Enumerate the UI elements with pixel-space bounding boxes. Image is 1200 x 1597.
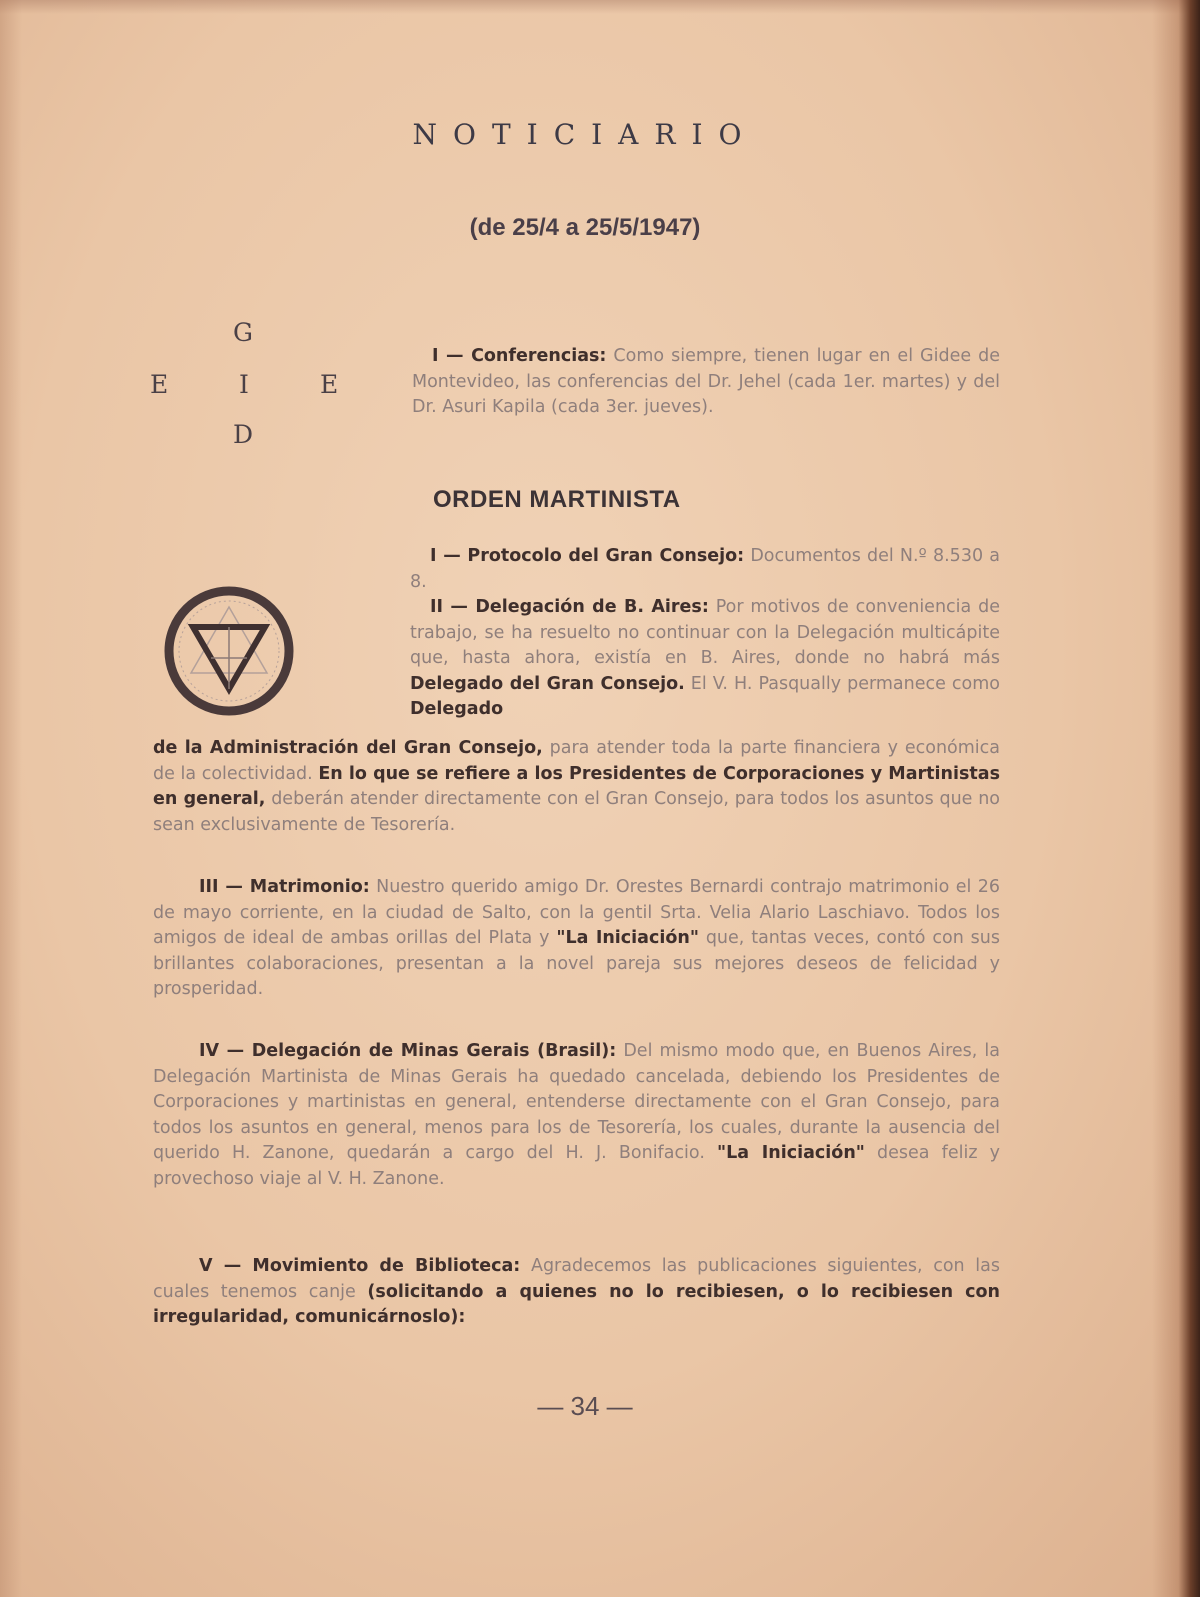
- protocolo-heading: I — Protocolo del Gran Consejo:: [430, 546, 745, 566]
- martinist-emblem-icon: [163, 585, 295, 717]
- page-number: — 34 —: [537, 1391, 633, 1421]
- gied-letter-center: I: [239, 370, 249, 399]
- conferencias-heading: I — Conferencias:: [432, 346, 607, 366]
- gied-conferencias-paragraph: [412, 344, 1000, 421]
- date-range: (de 25/4 a 25/5/1947): [469, 214, 701, 241]
- matrimonio-heading: III — Matrimonio:: [199, 877, 370, 897]
- section-title-orden-martinista: ORDEN MARTINISTA: [433, 486, 681, 513]
- gied-letter-top: G: [233, 318, 253, 347]
- page-title: NOTICIARIO: [412, 118, 758, 151]
- protocolo-text: Documentos del N.º 8.530 a 8.: [410, 546, 1000, 592]
- gied-letter-bottom: D: [233, 420, 254, 449]
- matrimonio-bold: "La Iniciación": [556, 928, 699, 948]
- matrimonio-paragraph: [153, 875, 1000, 1003]
- delegacion-baires-bold-b: Delegado: [410, 699, 504, 719]
- gied-letter-left: E: [150, 370, 169, 399]
- continuation-bold-b: En lo que se refiere a los Presidentes de Corporaciones y Martinistas en general,: [153, 763, 1000, 809]
- continuation-bold-a: de la Administración del Gran Consejo,: [153, 738, 543, 758]
- delegacion-baires-continuation: [153, 736, 1000, 838]
- paper-top-edge: [0, 0, 1200, 14]
- delegacion-baires-text-a: Por motivos de conveniencia de trabajo, se ha resuelto no continuar con la Delegación multicápite que, hasta ahora, existía en B. Aires, donde no habrá más: [410, 597, 1000, 668]
- continuation-text-b: deberán atender directamente con el Gran Consejo, para todos los asuntos que no sean exclusivamente de Tesorería.: [153, 789, 1000, 835]
- delegacion-baires-bold-a: Delegado del Gran Consejo.: [410, 673, 685, 694]
- delegacion-minas-text-b: desea feliz y provechoso viaje al V. H. Zanone.: [153, 1143, 1000, 1189]
- matrimonio-text-b: que, tantas veces, contó con sus brillantes colaboraciones, presentan a la novel pareja sus mejores deseos de felicidad y prosperidad.: [153, 928, 1001, 999]
- gied-letter-right: E: [320, 370, 339, 399]
- protocolo-paragraph: [410, 544, 1000, 595]
- delegacion-minas-text-a: Del mismo modo que, en Buenos Aires, la Delegación Martinista de Minas Gerais ha quedado cancelada, debiendo los Presidentes de Corporaciones y martinistas en general, entenderse directamente con el Gran Consejo, para todos los asuntos en general, menos para los de Tesorería, los cuales, durante la ausencia del querido H. Zanone, quedarán a cargo del H. J. Bonifacio.: [153, 1041, 1000, 1163]
- delegacion-minas-heading: IV — Delegación de Minas Gerais (Brasil):: [199, 1041, 617, 1061]
- biblioteca-heading: V — Movimiento de Biblioteca:: [199, 1256, 521, 1276]
- delegacion-baires-heading: II — Delegación de B. Aires:: [430, 597, 709, 617]
- conferencias-text: Como siempre, tienen lugar en el Gidee de Montevideo, las conferencias del Dr. Jehel (cada 1er. martes) y del Dr. Asuri Kapila (cada 3er. jueves).: [412, 346, 1000, 417]
- biblioteca-text: Agradecemos las publicaciones siguientes, con las cuales tenemos canje: [153, 1256, 1000, 1302]
- biblioteca-bold: (solicitando a quienes no lo recibiesen, o lo recibiesen con irregularidad, comunicárnoslo):: [153, 1281, 1001, 1327]
- continuation-text-a: para atender toda la parte financiera y económica de la colectividad.: [153, 738, 1001, 784]
- delegacion-baires-paragraph: [410, 595, 1000, 723]
- delegacion-minas-paragraph: [153, 1039, 1000, 1192]
- biblioteca-paragraph: [153, 1254, 1000, 1331]
- matrimonio-text-a: Nuestro querido amigo Dr. Orestes Bernardi contrajo matrimonio el 26 de mayo corriente, en la ciudad de Salto, con la gentil Srta. Velia Alario Laschiavo. Todos los amigos de ideal de ambas orillas del Plata y: [153, 877, 1000, 948]
- delegacion-minas-bold: "La Iniciación": [717, 1143, 865, 1163]
- delegacion-baires-text-b: El V. H. Pasqually permanece como: [684, 673, 1000, 694]
